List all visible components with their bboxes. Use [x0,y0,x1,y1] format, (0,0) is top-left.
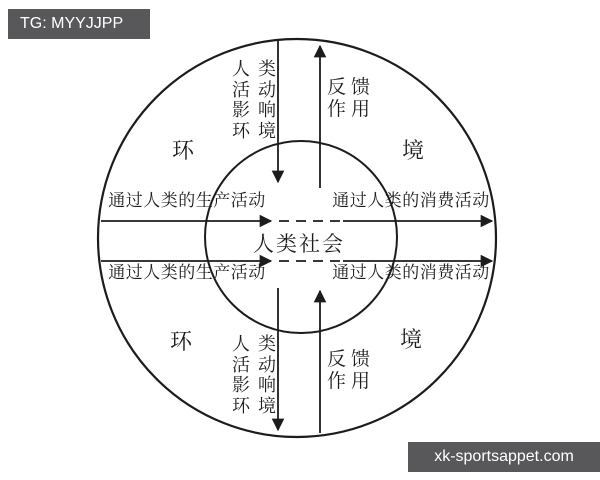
top-impact-row-3: 影响 [232,100,284,120]
ring-char-bottom-right: 境 [400,327,423,352]
site-watermark-badge: xk-sportsappet.com [408,442,600,472]
bottom-impact-label [232,334,284,416]
top-feedback-row-2: 作用 [327,99,376,120]
ring-char-bottom-left: 环 [170,329,193,354]
bottom-feedback-row-1: 反馈 [327,349,376,370]
lower-production-caption: 通过人类的生产活动 [108,263,266,282]
ring-char-top-right: 境 [402,138,425,163]
bottom-feedback-row-2: 作用 [327,371,376,392]
upper-consumption-caption: 通过人类的消费活动 [332,191,490,210]
top-impact-label [232,59,284,141]
tg-watermark-badge: TG: MYYJJPP [8,9,150,39]
top-feedback-row-1: 反馈 [327,77,376,98]
ring-char-top-left: 环 [172,138,195,163]
top-impact-row-1: 人类 [232,59,284,79]
bottom-impact-row-1: 人类 [232,334,284,354]
lower-consumption-caption: 通过人类的消费活动 [332,263,490,282]
bottom-impact-row-3: 影响 [232,375,284,395]
bottom-impact-row-4: 环境 [232,395,284,416]
top-feedback-label [327,77,376,121]
bottom-feedback-label [327,349,376,393]
top-impact-row-4: 环境 [232,120,284,141]
top-impact-row-2: 活动 [232,79,284,100]
upper-production-caption: 通过人类的生产活动 [108,191,266,210]
bottom-impact-row-2: 活动 [232,354,284,375]
center-society-label: 人类社会 [253,232,345,256]
